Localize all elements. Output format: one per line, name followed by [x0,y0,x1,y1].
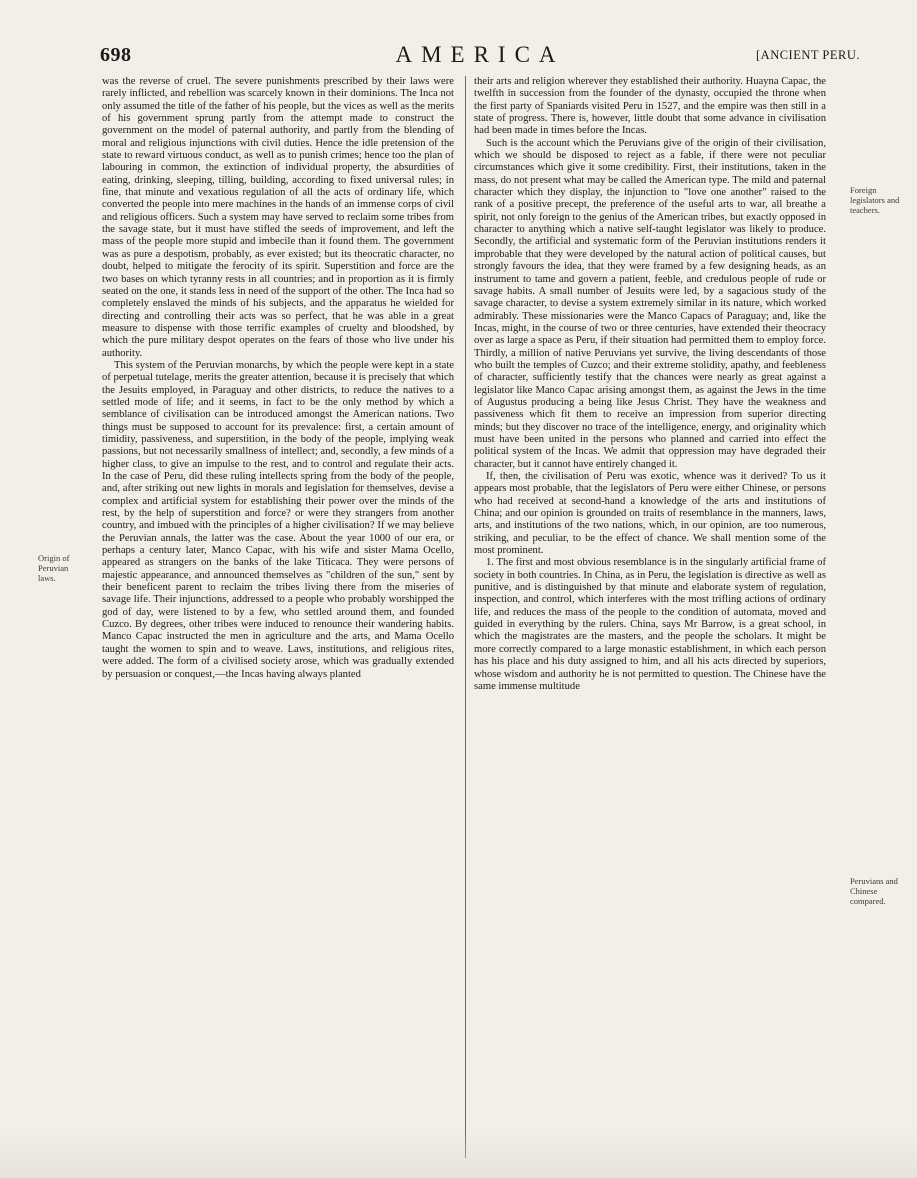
right-paragraph-4: 1. The first and most obvious resemblance is in the singularly artificial frame of society in both countries. In China, as in Peru, the legislation is directive as well as punitive, and is distinguished by that minute and elaborate system of regulation, inspection, and control, which interferes with the most trifling actions of ordinary life, and reduces the mass of the people to the condition of automata, moved and guided in everything by the rulers. China, says Mr Barrow, is a great school, in which the magistrates are the masters, and the people the scholars. It might be more correctly compared to a large monastic establishment, in which each person has his place and his duty assigned to him, and all his acts directed by superiors, whose wisdom and authority he is not permitted to question. The Chinese have the same immense multitude [474,557,826,692]
left-paragraph-2: This system of the Peruvian monarchs, by which the people were kept in a state of perpetual tutelage, merits the greater attention, because it is precisely that which the Jesuits employed, in Paraguay and other districts, to reduce the natives to a settled mode of life; and it seems, in fact to be the only method by which a semblance of civilisation can be introduced amongst the American nations. Two things must be supposed to account for its prevalence: first, a certain amount of timidity, passiveness, and superstition, in the body of the people, implying weak passions, but not necessarily smallness of intellect; and, secondly, a few minds of a higher class, to give an impulse to the rest, and to control and regulate their acts. In the case of Peru, did these ruling intellects spring from the body of the people, and, after striking out new lights in morals and legislation for themselves, devise a complex and artificial system for establishing their power over the minds of the rest, by the help of superstition and force? or were they strangers from another country, and imbued with the principles of a higher civilisation? If we may believe the Peruvian annals, the latter was the case. About the year 1000 of our era, or perhaps a century later, Manco Capac, with his wife and sister Mama Ocello, appeared as strangers on the banks of the lake Titicaca. They were persons of majestic appearance, and announced themselves as "children of the sun," sent by their beneficent parent to reclaim the tribes living there from the miseries of savage life. Their injunctions, addressed to a people who probably worshipped the god of day, were listened to by a few, who settled around them, and founded Cuzco. By degrees, other tribes were induced to renounce their wandering habits. Manco Capac instructed the men in agriculture and the arts, and Mama Ocello taught the women to spin and to weave. Laws, institutions, and religious rites, were added. The form of a civilised society arose, which was gradually extended by persuasion or conquest,—the Incas having always planted [102,359,454,680]
left-column [102,76,454,681]
page-edge-shading [0,1130,917,1178]
page-header [100,44,860,70]
section-tag: [ANCIENT PERU. [756,48,860,62]
column-divider [465,76,466,1158]
page-number: 698 [100,44,132,66]
right-paragraph-3: If, then, the civilisation of Peru was exotic, whence was it derived? To us it appears most probable, that the legislators of Peru were either Chinese, or persons who had received at second-hand a knowledge of the arts and institutions of China; and our opinion is grounded on traits of resemblance in the manners, laws, arts, and institutions of the two nations, which, in our opinion, are too numerous, striking, and peculiar, to be the effect of chance. We shall mention some of the most prominent. [474,471,826,557]
right-column [474,76,826,693]
right-paragraph-2: Such is the account which the Peruvians give of the origin of their civilisation, which we should be disposed to reject as a fable, if there were not peculiar circumstances which give it some credibility. First, their institutions, taken in the mass, do not present what may be called the American type. The mild and paternal character which they display, the injunction to "love one another" raised to the rank of a positive precept, the preference of the useful arts to war, all breathe a spirit, not only foreign to the genius of the American tribes, but exactly opposed in character to anything which a native self-taught legislator was likely to produce. Secondly, the artificial and systematic form of the Peruvian institutions renders it improbable that they were developed by the natural action of political causes, but strongly favours the idea, that they were framed by a few designing heads, as an instrument to tame and govern a patient, feeble, and credulous people of rude or savage habits. A small number of Jesuits were led, by a sagacious study of the savage character, to devise a system extremely similar in its nature, which worked admirably. These missionaries were the Manco Capacs of Paraguay; and, like the Incas, might, in the course of two or three centuries, have extended their theocracy over as large a space as Peru, if their situation had permitted them to employ force. Thirdly, a million of native Peruvians yet survive, the living descendants of those who built the temples of Cuzco; and their extreme stolidity, apathy, and feebleness of character, sufficiently testify that the chances were nearly as great against a legislator like Manco Capac arising amongst them, as against the Jews in the time of Augustus producing a being like Jesus Christ. They have the weakness and passiveness which fit them to receive an impression from superior directing minds; but they discover no trace of the intelligence, energy, and originality which must have been united in the persons who planned and carried into effect the political system of the Incas. We admit that oppression may have degraded their character, but it cannot have entirely changed it. [474,137,826,470]
running-title: AMERICA [395,42,565,67]
margin-note-origin-of-laws: Origin of Peruvian laws. [38,553,70,583]
margin-note-peruvians-compared: Peruvians and Chinese compared. [850,876,898,906]
margin-note-foreign-legislators: Foreign legislators and teachers. [850,185,900,215]
left-paragraph-1: was the reverse of cruel. The severe punishments prescribed by their laws were rarely inflicted, and rebellion was scarcely known in their dominions. The Inca not only assumed the title of the father of his people, but the vices as well as the merits of his government sprung partly from the attempt made to construct the government on the model of paternal authority, and partly from the blending of moral and religious injunctions with civil duties. Hence the idle pretension of the state to reward virtuous conduct, as well as to punish crimes; hence too the plan of labouring in common, the extinction of individual property, the absurdities of eating, drinking, sleeping, tilling, building, according to fixed universal rules; in fine, that minute and vexatious regulation of all the acts of ordinary life, which converted the people into mere machines in the hands of an immense corps of civil and religious officers. Such a system may have served to reclaim some tribes from the savage state, but it must have stifled the seeds of improvement, and left the mass of the people more stupid and imbecile than it found them. The government was as pure a despotism, probably, as ever existed; but its theocratic character, no doubt, helped to mitigate the ferocity of its spirit. Superstition and force are the two bases on which tyranny rests in all countries; and in proportion as it is firmly seated on the one, it stands less in need of the support of the other. The Inca had so completely enslaved the minds of his subjects, and the apparatus he wielded for directing and controlling their acts was so perfect, that he was able in a great measure to dispense with those terrific examples of cruelty and bloodshed, by which the pure military despot operates on the fears of those who live under his authority. [102,76,454,359]
right-paragraph-1: their arts and religion wherever they established their authority. Huayna Capac, the twelfth in succession from the founder of the dynasty, occupied the throne when the first party of Spaniards visited Peru in 1527, and the empire was then still in a state of progress. There is, however, little doubt that some advance in civilisation had been made in times before the Incas. [474,76,826,137]
